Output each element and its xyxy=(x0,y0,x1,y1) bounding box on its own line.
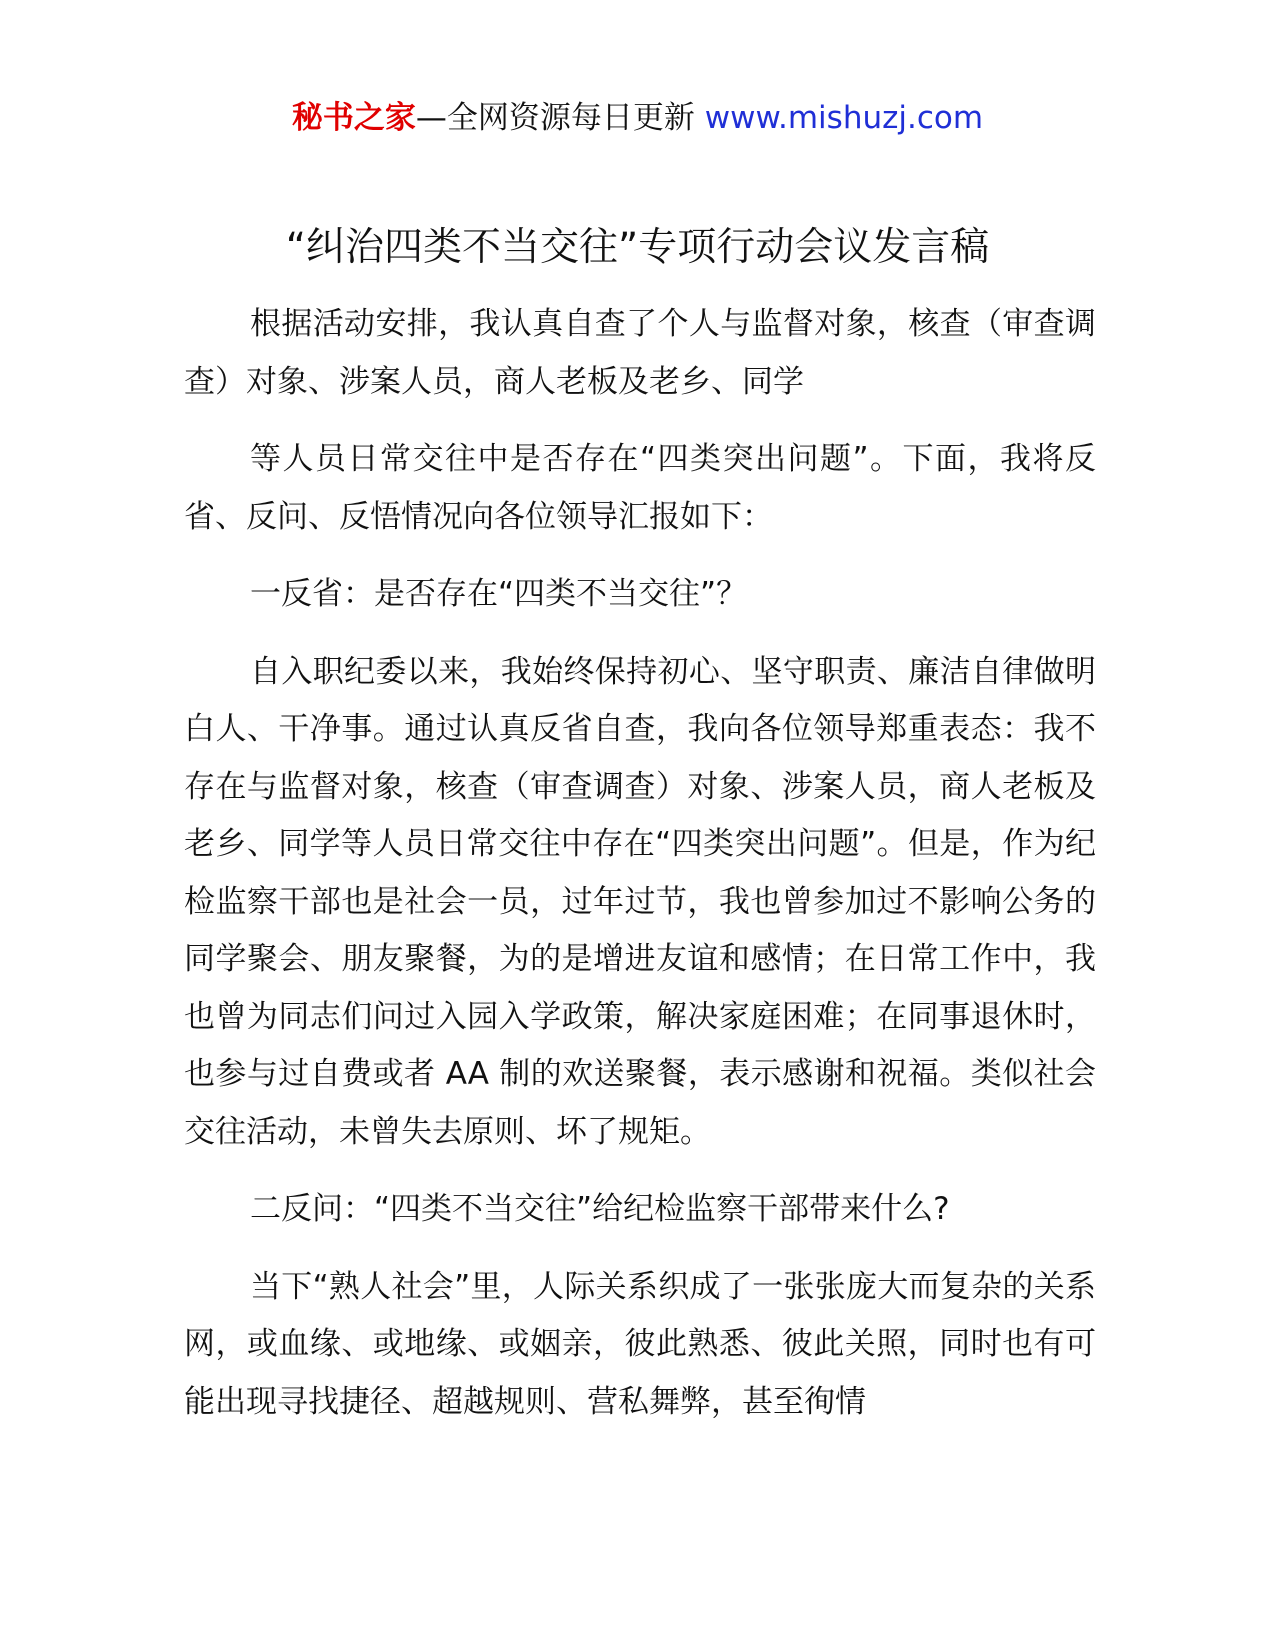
paragraph: 当下“熟人社会”里，人际关系织成了一张张庞大而复杂的关系网，或血缘、或地缘、或姻亲，彼此熟悉、彼此关照，同时也有可能出现寻找捷径、超越规则、营私舞弊，甚至徇情 xyxy=(184,1268,1096,1420)
brand-name: 秘书之家 xyxy=(291,100,416,136)
paragraph: 等人员日常交往中是否存在“四类突出问题”。下面，我将反省、反问、反悟情况向各位领导汇报如下： xyxy=(184,441,1096,535)
section-heading-question: 二反问：“四类不当交往”给纪检监察干部带来什么? xyxy=(250,1191,950,1227)
brand-tagline: —全网资源每日更新 xyxy=(415,100,695,136)
document-title: “纠治四类不当交往”专项行动会议发言稿 xyxy=(285,225,990,270)
paragraph: 自入职纪委以来，我始终保持初心、坚守职责、廉洁自律做明白人、干净事。通过认真反省自查，我向各位领导郑重表态：我不存在与监督对象，核查（审查调查）对象、涉案人员，商人老板及老乡、同学等人员日常交往中存在“四类突出问题”。但是，作为纪检监察干部也是社会一员，过年过节，我也曾参加过不影响公务的同学聚会、朋友聚餐，为的是增进友谊和感情；在日常工作中，我也曾为同志们问过入园入学政策，解决家庭困难；在同事退休时，也参与过自费或者 AA 制的欢送聚餐，表示感谢和祝福。类似社会交往活动，未曾失去原则、坏了规矩。 xyxy=(184,653,1096,1150)
site-url-link[interactable]: www.mishuzj.com xyxy=(704,100,984,136)
paragraph: 根据活动安排，我认真自查了个人与监督对象，核查（审查调查）对象、涉案人员，商人老板及老乡、同学 xyxy=(184,306,1096,400)
site-header xyxy=(0,98,1275,138)
section-heading-reflection: 一反省：是否存在“四类不当交往”？ xyxy=(250,576,748,612)
document-body xyxy=(184,296,1096,1451)
